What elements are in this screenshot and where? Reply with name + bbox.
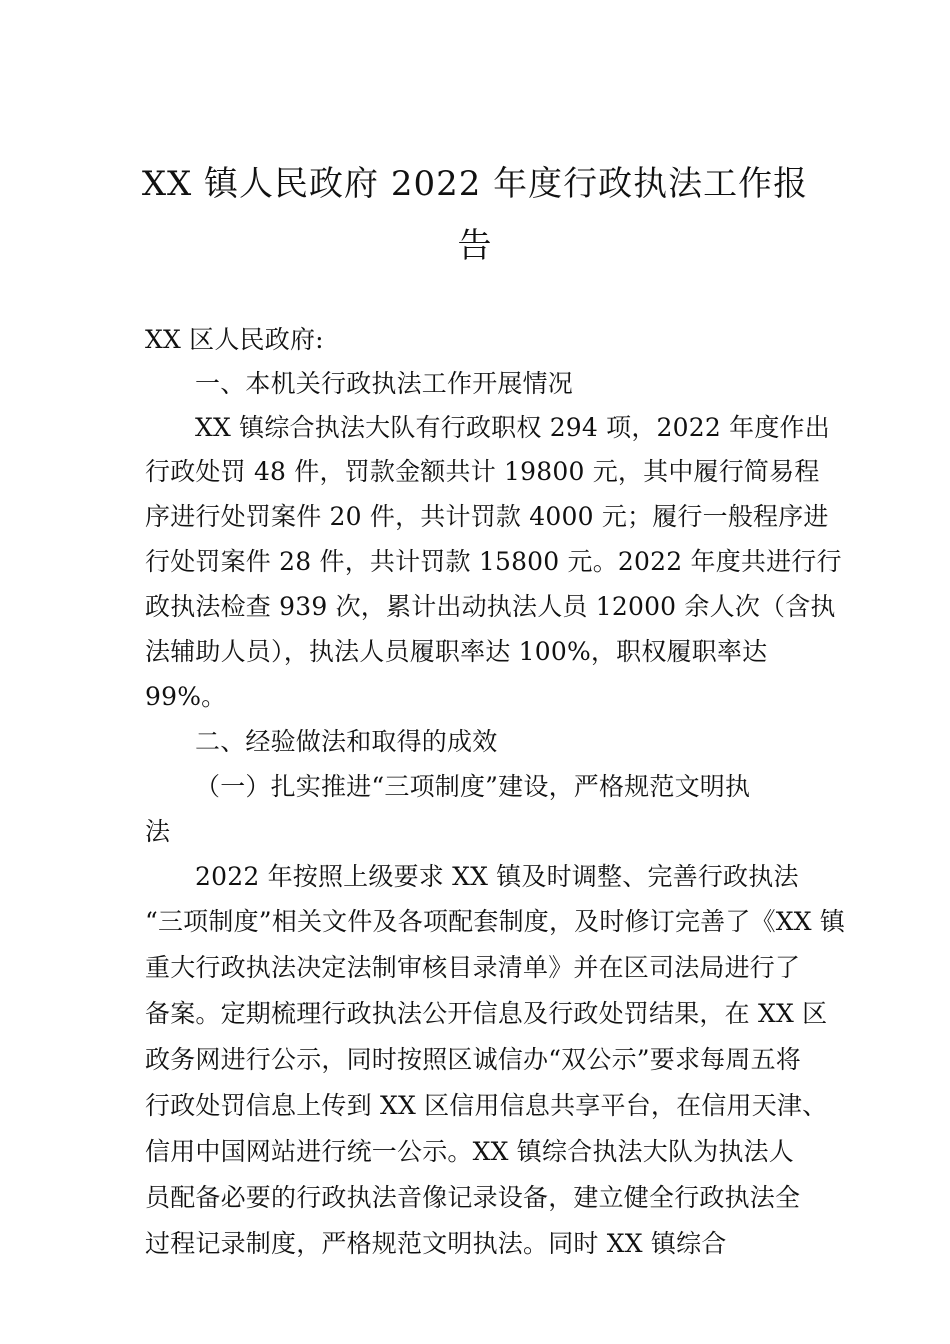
paragraph-1-line: 政执法检查 939 次，累计出动执法人员 12000 余人次（含执 (145, 592, 836, 621)
paragraph-2-line: 员配备必要的行政执法音像记录设备，建立健全行政执法全 (145, 1183, 801, 1212)
section-heading-1: 一、本机关行政执法工作开展情况 (195, 369, 574, 398)
paragraph-2-line: 备案。定期梳理行政执法公开信息及行政处罚结果，在 XX 区 (145, 999, 828, 1028)
subsection-heading-1-cont: 法 (145, 817, 171, 846)
salutation: XX 区人民政府: (145, 325, 324, 354)
paragraph-2-line: 重大行政执法决定法制审核目录清单》并在区司法局进行了 (145, 953, 801, 982)
paragraph-1-line: 法辅助人员），执法人员履职率达 100%，职权履职率达 (145, 637, 768, 666)
paragraph-1-line: 行处罚案件 28 件，共计罚款 15800 元。2022 年度共进行行 (145, 547, 842, 576)
paragraph-1-line: XX 镇综合执法大队有行政职权 294 项，2022 年度作出 (195, 413, 830, 442)
paragraph-2-line: 信用中国网站进行统一公示。XX 镇综合执法大队为执法人 (145, 1137, 794, 1166)
paragraph-2-line: 政务网进行公示，同时按照区诚信办“双公示”要求每周五将 (145, 1045, 801, 1074)
document-title-line-1: XX 镇人民政府 2022 年度行政执法工作报 (141, 164, 809, 204)
paragraph-2-line: 过程记录制度，严格规范文明执法。同时 XX 镇综合 (145, 1229, 727, 1258)
paragraph-1-line: 行政处罚 48 件，罚款金额共计 19800 元，其中履行简易程 (145, 457, 820, 486)
paragraph-2-line: 行政处罚信息上传到 XX 区信用信息共享平台，在信用天津、 (145, 1091, 828, 1120)
paragraph-2-line: “三项制度”相关文件及各项配套制度，及时修订完善了《XX 镇 (145, 907, 846, 936)
subsection-heading-1: （一）扎实推进“三项制度”建设，严格规范文明执 (195, 772, 751, 801)
paragraph-1-line: 序进行处罚案件 20 件，共计罚款 4000 元；履行一般程序进 (145, 502, 829, 531)
paragraph-1-line: 99%。 (145, 682, 227, 711)
section-heading-2: 二、经验做法和取得的成效 (195, 727, 498, 756)
paragraph-2-line: 2022 年按照上级要求 XX 镇及时调整、完善行政执法 (195, 862, 799, 891)
document-title-line-2: 告 (457, 226, 493, 266)
